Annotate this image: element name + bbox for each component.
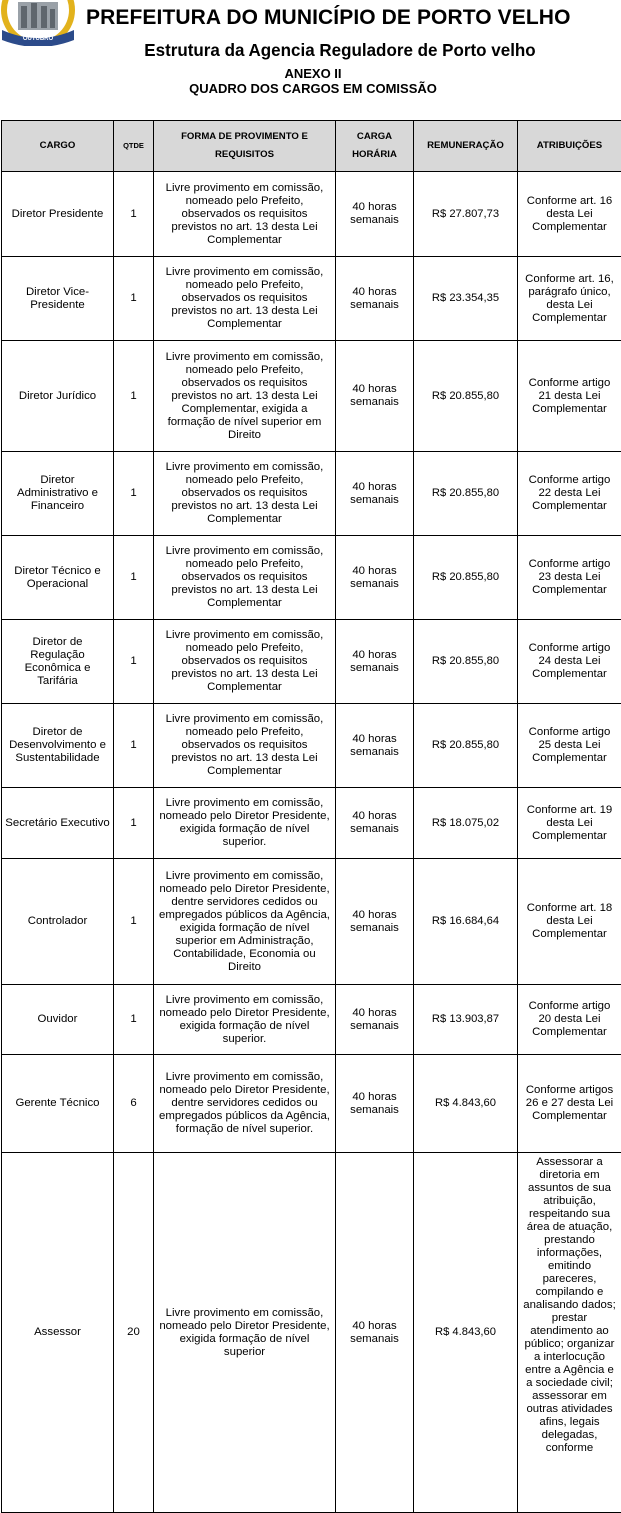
cell-forma: Livre provimento em comissão, nomeado pelo Prefeito, observados os requisitos previstos no art. 13 desta Lei Complementar: [154, 536, 336, 620]
svg-text:OUTUBRO: OUTUBRO: [23, 36, 54, 42]
cell-carga: 40 horas semanais: [336, 985, 414, 1055]
cell-cargo: Ouvidor: [2, 985, 114, 1055]
cell-remuneracao: R$ 20.855,80: [414, 452, 518, 536]
cell-atribuicoes: Conforme art. 16 desta Lei Complementar: [518, 172, 621, 257]
table-row: [2, 452, 621, 536]
cell-carga: 40 horas semanais: [336, 620, 414, 704]
cell-forma: Livre provimento em comissão, nomeado pelo Prefeito, observados os requisitos previstos no art. 13 desta Lei Complementar: [154, 452, 336, 536]
cell-qtde: 1: [114, 341, 154, 452]
cell-forma: Livre provimento em comissão, nomeado pelo Diretor Presidente, dentre servidores cedidos ou empregados públicos da Agência, exigida formação de nível superior em Administração, Contabilidade, Economia ou Direito: [154, 859, 336, 985]
table-row: [2, 788, 621, 859]
cell-atribuicoes: Conforme art. 19 desta Lei Complementar: [518, 788, 621, 859]
col-header-qtde: QTDE: [114, 121, 154, 172]
cell-qtde: 1: [114, 172, 154, 257]
cell-remuneracao: R$ 18.075,02: [414, 788, 518, 859]
cell-carga: 40 horas semanais: [336, 704, 414, 788]
annex-heading: [0, 66, 621, 96]
cell-atribuicoes: Conforme artigo 20 desta Lei Complementar: [518, 985, 621, 1055]
cell-forma: Livre provimento em comissão, nomeado pelo Diretor Presidente, exigida formação de nível superior: [154, 1153, 336, 1513]
cell-carga: 40 horas semanais: [336, 1153, 414, 1513]
cell-atribuicoes: Conforme art. 16, parágrafo único, desta Lei Complementar: [518, 257, 621, 341]
cell-remuneracao: R$ 20.855,80: [414, 620, 518, 704]
cell-atribuicoes: Assessorar a diretoria em assuntos de sua atribuição, respeitando sua área de atuação, prestando informações, emitindo pareceres, compilando e analisando dados; prestar atendimento ao público; organizar a interlocução entre a Agência e a sociedade civil; assessorar em outras atividades afins, legais delegadas, conforme: [518, 1153, 621, 1513]
cell-carga: 40 horas semanais: [336, 1055, 414, 1153]
cell-carga: 40 horas semanais: [336, 452, 414, 536]
cell-cargo: Diretor de Regulação Econômica e Tarifária: [2, 620, 114, 704]
cell-remuneracao: R$ 20.855,80: [414, 704, 518, 788]
cell-atribuicoes: Conforme art. 18 desta Lei Complementar: [518, 859, 621, 985]
cell-carga: 40 horas semanais: [336, 536, 414, 620]
cell-qtde: 1: [114, 788, 154, 859]
col-header-carga: CARGA HORÁRIA: [336, 121, 414, 172]
cell-forma: Livre provimento em comissão, nomeado pelo Prefeito, observados os requisitos previstos no art. 13 desta Lei Complementar: [154, 620, 336, 704]
cell-remuneracao: R$ 27.807,73: [414, 172, 518, 257]
municipal-logo: [0, 0, 76, 46]
cell-remuneracao: R$ 13.903,87: [414, 985, 518, 1055]
cell-atribuicoes: Conforme artigo 23 desta Lei Complementar: [518, 536, 621, 620]
positions-table: [1, 120, 621, 1513]
cell-cargo: Assessor: [2, 1153, 114, 1513]
cell-cargo: Controlador: [2, 859, 114, 985]
cell-carga: 40 horas semanais: [336, 788, 414, 859]
cell-cargo: Diretor Presidente: [2, 172, 114, 257]
cell-remuneracao: R$ 4.843,60: [414, 1055, 518, 1153]
cell-carga: 40 horas semanais: [336, 257, 414, 341]
cell-atribuicoes: Conforme artigo 21 desta Lei Complementar: [518, 341, 621, 452]
cell-qtde: 1: [114, 452, 154, 536]
cell-cargo: Diretor Administrativo e Financeiro: [2, 452, 114, 536]
cell-cargo: Diretor Jurídico: [2, 341, 114, 452]
cell-qtde: 6: [114, 1055, 154, 1153]
cell-qtde: 1: [114, 536, 154, 620]
cell-atribuicoes: Conforme artigos 26 e 27 desta Lei Complementar: [518, 1055, 621, 1153]
positions-table-frame: [1, 120, 621, 1513]
table-row: [2, 1153, 621, 1513]
table-row: [2, 985, 621, 1055]
cell-qtde: 1: [114, 620, 154, 704]
table-row: [2, 1055, 621, 1153]
cell-remuneracao: R$ 20.855,80: [414, 341, 518, 452]
cell-carga: 40 horas semanais: [336, 341, 414, 452]
table-title: QUADRO DOS CARGOS EM COMISSÃO: [0, 81, 621, 96]
cell-cargo: Diretor de Desenvolvimento e Sustentabilidade: [2, 704, 114, 788]
cell-qtde: 20: [114, 1153, 154, 1513]
cell-cargo: Secretário Executivo: [2, 788, 114, 859]
document-header: [0, 0, 621, 115]
table-row: [2, 172, 621, 257]
table-row: [2, 704, 621, 788]
cell-forma: Livre provimento em comissão, nomeado pelo Diretor Presidente, exigida formação de nível superior.: [154, 788, 336, 859]
table-row: [2, 257, 621, 341]
cell-atribuicoes: Conforme artigo 24 desta Lei Complementar: [518, 620, 621, 704]
cell-carga: 40 horas semanais: [336, 859, 414, 985]
cell-qtde: 1: [114, 257, 154, 341]
col-header-forma: FORMA DE PROVIMENTO E REQUISITOS: [154, 121, 336, 172]
cell-forma: Livre provimento em comissão, nomeado pelo Prefeito, observados os requisitos previstos no art. 13 desta Lei Complementar: [154, 704, 336, 788]
page-subtitle: Estrutura da Agencia Reguladore de Porto velho: [0, 41, 621, 62]
cell-remuneracao: R$ 16.684,64: [414, 859, 518, 985]
cell-qtde: 1: [114, 859, 154, 985]
cell-remuneracao: R$ 23.354,35: [414, 257, 518, 341]
cell-carga: 40 horas semanais: [336, 172, 414, 257]
cell-forma: Livre provimento em comissão, nomeado pelo Diretor Presidente, dentre servidores cedidos ou empregados públicos da Agência, formação de nível superior.: [154, 1055, 336, 1153]
table-row: [2, 536, 621, 620]
cell-forma: Livre provimento em comissão, nomeado pelo Diretor Presidente, exigida formação de nível superior.: [154, 985, 336, 1055]
col-header-remuneracao: REMUNERAÇÃO: [414, 121, 518, 172]
cell-remuneracao: R$ 4.843,60: [414, 1153, 518, 1513]
cell-remuneracao: R$ 20.855,80: [414, 536, 518, 620]
table-row: [2, 341, 621, 452]
cell-qtde: 1: [114, 704, 154, 788]
cell-qtde: 1: [114, 985, 154, 1055]
cell-forma: Livre provimento em comissão, nomeado pelo Prefeito, observados os requisitos previstos no art. 13 desta Lei Complementar, exigida a formação de nível superior em Direito: [154, 341, 336, 452]
col-header-atribuicoes: ATRIBUIÇÕES: [518, 121, 621, 172]
page-title: PREFEITURA DO MUNICÍPIO DE PORTO VELHO: [86, 6, 621, 30]
table-row: [2, 859, 621, 985]
table-row: [2, 620, 621, 704]
cell-cargo: Diretor Vice-Presidente: [2, 257, 114, 341]
cell-atribuicoes: Conforme artigo 22 desta Lei Complementar: [518, 452, 621, 536]
annex-label: ANEXO II: [0, 66, 621, 81]
col-header-cargo: CARGO: [2, 121, 114, 172]
cell-cargo: Gerente Técnico: [2, 1055, 114, 1153]
cell-forma: Livre provimento em comissão, nomeado pelo Prefeito, observados os requisitos previstos no art. 13 desta Lei Complementar: [154, 257, 336, 341]
cell-forma: Livre provimento em comissão, nomeado pelo Prefeito, observados os requisitos previstos no art. 13 desta Lei Complementar: [154, 172, 336, 257]
cell-cargo: Diretor Técnico e Operacional: [2, 536, 114, 620]
table-header-row: [2, 121, 621, 172]
cell-atribuicoes: Conforme artigo 25 desta Lei Complementar: [518, 704, 621, 788]
